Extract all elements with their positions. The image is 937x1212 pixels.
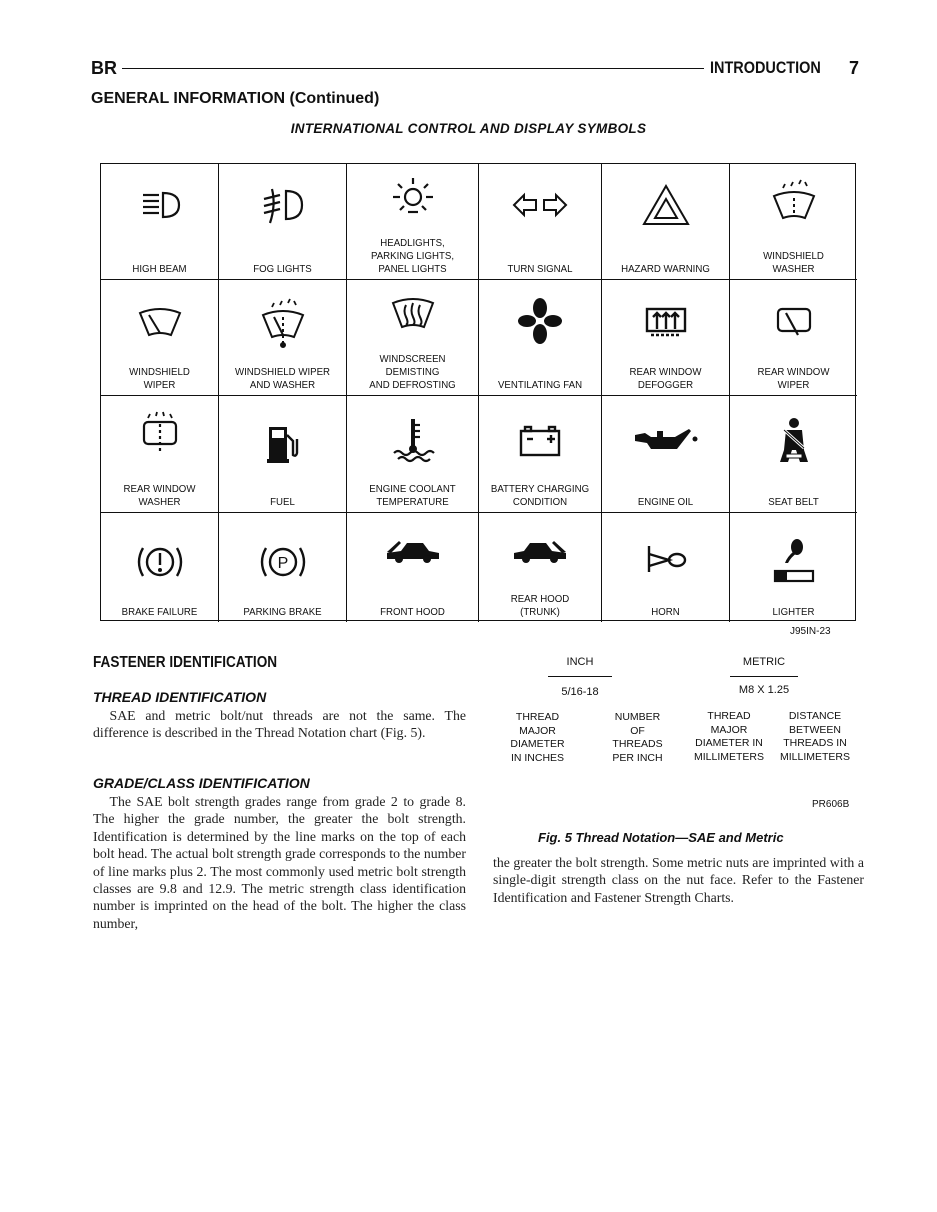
windshield-washer-icon xyxy=(730,172,857,230)
symbols-grid xyxy=(100,163,856,621)
headlights-icon xyxy=(347,170,478,228)
fan-icon xyxy=(479,292,601,350)
symbols-title: INTERNATIONAL CONTROL AND DISPLAY SYMBOLS xyxy=(290,121,647,136)
symbol-cell xyxy=(602,164,730,280)
right-paragraph: the greater the bolt strength. Some metric nuts are imprinted with a single-digit strength class on the nut face. Refer to the Fastener Identification and Fastener Strength Charts. xyxy=(493,855,864,905)
rear-defogger-icon xyxy=(602,292,729,350)
inch-rule xyxy=(548,676,612,677)
symbol-cell xyxy=(219,164,347,280)
hazard-warning-icon xyxy=(602,176,729,234)
symbol-cell xyxy=(479,396,602,513)
header-section: BR xyxy=(91,58,117,78)
symbol-label: HIGH BEAM xyxy=(132,263,187,275)
defrost-icon xyxy=(347,286,478,344)
inch-example: 5/16-18 xyxy=(561,686,599,698)
symbol-cell xyxy=(219,396,347,513)
brake-failure-icon xyxy=(101,533,218,591)
symbol-cell xyxy=(730,164,857,280)
grade-heading: GRADE/CLASS IDENTIFICATION xyxy=(93,775,310,791)
symbol-label: WINDSHIELD WIPER xyxy=(129,366,190,391)
rear-hood-icon xyxy=(479,521,601,579)
col-distance-mm: DISTANCE BETWEEN THREADS IN MILLIMETERS xyxy=(779,710,850,763)
figure-code: J95IN-23 xyxy=(790,626,831,637)
symbol-cell xyxy=(101,513,219,622)
symbol-label: REAR WINDOW DEFOGGER xyxy=(629,366,702,391)
symbol-cell xyxy=(101,396,219,513)
metric-rule xyxy=(730,676,798,677)
battery-icon xyxy=(479,412,601,470)
symbol-cell xyxy=(101,280,219,396)
col-threads-per-inch: NUMBER OF THREADS PER INCH xyxy=(612,711,663,764)
symbol-cell xyxy=(347,396,479,513)
symbol-cell xyxy=(730,280,857,396)
page-number: 7 xyxy=(849,58,860,78)
col-diameter-mm: THREAD MAJOR DIAMETER IN MILLIMETERS xyxy=(693,710,764,763)
symbol-label: ENGINE OIL xyxy=(637,496,694,508)
symbol-label: WINDSHIELD WASHER xyxy=(763,250,824,275)
fog-lights-icon xyxy=(219,176,346,234)
svg-text:P: P xyxy=(277,555,288,572)
coolant-icon xyxy=(347,410,478,468)
parking-brake-icon xyxy=(219,533,346,591)
symbol-cell xyxy=(730,513,857,622)
horn-icon xyxy=(602,531,729,589)
symbol-cell xyxy=(101,164,219,280)
header-title: INTRODUCTION xyxy=(710,58,821,77)
symbol-label: HORN xyxy=(651,606,680,618)
col-thread-major-diameter: THREAD MAJOR DIAMETER IN INCHES xyxy=(510,711,565,764)
symbol-label: ENGINE COOLANT TEMPERATURE xyxy=(369,483,456,508)
symbol-label: REAR WINDOW WIPER xyxy=(757,366,830,391)
symbol-cell xyxy=(219,513,347,622)
symbol-label: REAR WINDOW WASHER xyxy=(123,483,196,508)
oil-can-icon xyxy=(602,410,729,468)
section-title: GENERAL INFORMATION (Continued) xyxy=(91,90,380,107)
wiper-washer-icon xyxy=(219,294,346,352)
fastener-heading: FASTENER IDENTIFICATION xyxy=(93,654,278,671)
metric-example: M8 X 1.25 xyxy=(738,684,790,696)
symbol-cell xyxy=(347,164,479,280)
symbol-cell xyxy=(602,513,730,622)
turn-signal-icon xyxy=(479,176,601,234)
seat-belt-icon xyxy=(730,412,857,470)
symbol-cell xyxy=(602,396,730,513)
lighter-icon xyxy=(730,531,857,589)
symbol-label: PARKING BRAKE xyxy=(243,606,322,618)
symbol-label: HAZARD WARNING xyxy=(621,263,710,275)
symbol-label: FOG LIGHTS xyxy=(253,263,312,275)
figure-caption: Fig. 5 Thread Notation—SAE and Metric xyxy=(538,830,784,845)
symbol-label: BRAKE FAILURE xyxy=(121,606,198,618)
front-hood-icon xyxy=(347,521,478,579)
metric-label: METRIC xyxy=(742,656,786,668)
symbol-cell xyxy=(602,280,730,396)
symbol-cell xyxy=(730,396,857,513)
symbol-label: WINDSHIELD WIPER AND WASHER xyxy=(234,366,330,391)
symbol-label: FUEL xyxy=(270,496,295,508)
symbol-cell xyxy=(479,280,602,396)
high-beam-icon xyxy=(101,176,218,234)
symbol-label: VENTILATING FAN xyxy=(497,379,583,391)
symbol-cell xyxy=(347,513,479,622)
rear-washer-icon xyxy=(101,406,218,464)
windshield-wiper-icon xyxy=(101,292,218,350)
symbol-label: SEAT BELT xyxy=(768,496,819,508)
fuel-icon xyxy=(219,414,346,472)
grade-paragraph: The SAE bolt strength grades range from grade 2 to grade 8. The higher the grade number, the greater the bolt strength. Identification is determined by the line marks on the top of each bolt head. The actual bolt strength grade corresponds to the number of line marks plus 2. The most commonly used metric bolt strength classes are 9.8 and 12.9. The metric strength class identification number is imprinted on the head of the bolt. The higher the class number, xyxy=(93,794,466,931)
symbol-label: BATTERY CHARGING CONDITION xyxy=(490,483,590,508)
thread-paragraph: SAE and metric bolt/nut threads are not the same. The difference is described in the Thread Notation chart (Fig. 5). xyxy=(93,708,466,741)
symbol-label: REAR HOOD (TRUNK) xyxy=(510,593,570,618)
inch-label: INCH xyxy=(566,656,594,668)
symbol-label: TURN SIGNAL xyxy=(507,263,573,275)
symbol-cell xyxy=(219,280,347,396)
chart-code: PR606B xyxy=(812,799,850,810)
symbol-label: HEADLIGHTS, PARKING LIGHTS, PANEL LIGHTS xyxy=(370,237,455,275)
thread-heading: THREAD IDENTIFICATION xyxy=(93,689,267,705)
symbol-label: WINDSCREEN DEMISTING AND DEFROSTING xyxy=(369,353,456,391)
rear-wiper-icon xyxy=(730,292,857,350)
symbol-label: FRONT HOOD xyxy=(380,606,445,618)
symbol-cell xyxy=(347,280,479,396)
header-rule xyxy=(122,68,704,69)
symbol-label: LIGHTER xyxy=(772,606,815,618)
symbol-cell xyxy=(479,513,602,622)
symbol-cell xyxy=(479,164,602,280)
